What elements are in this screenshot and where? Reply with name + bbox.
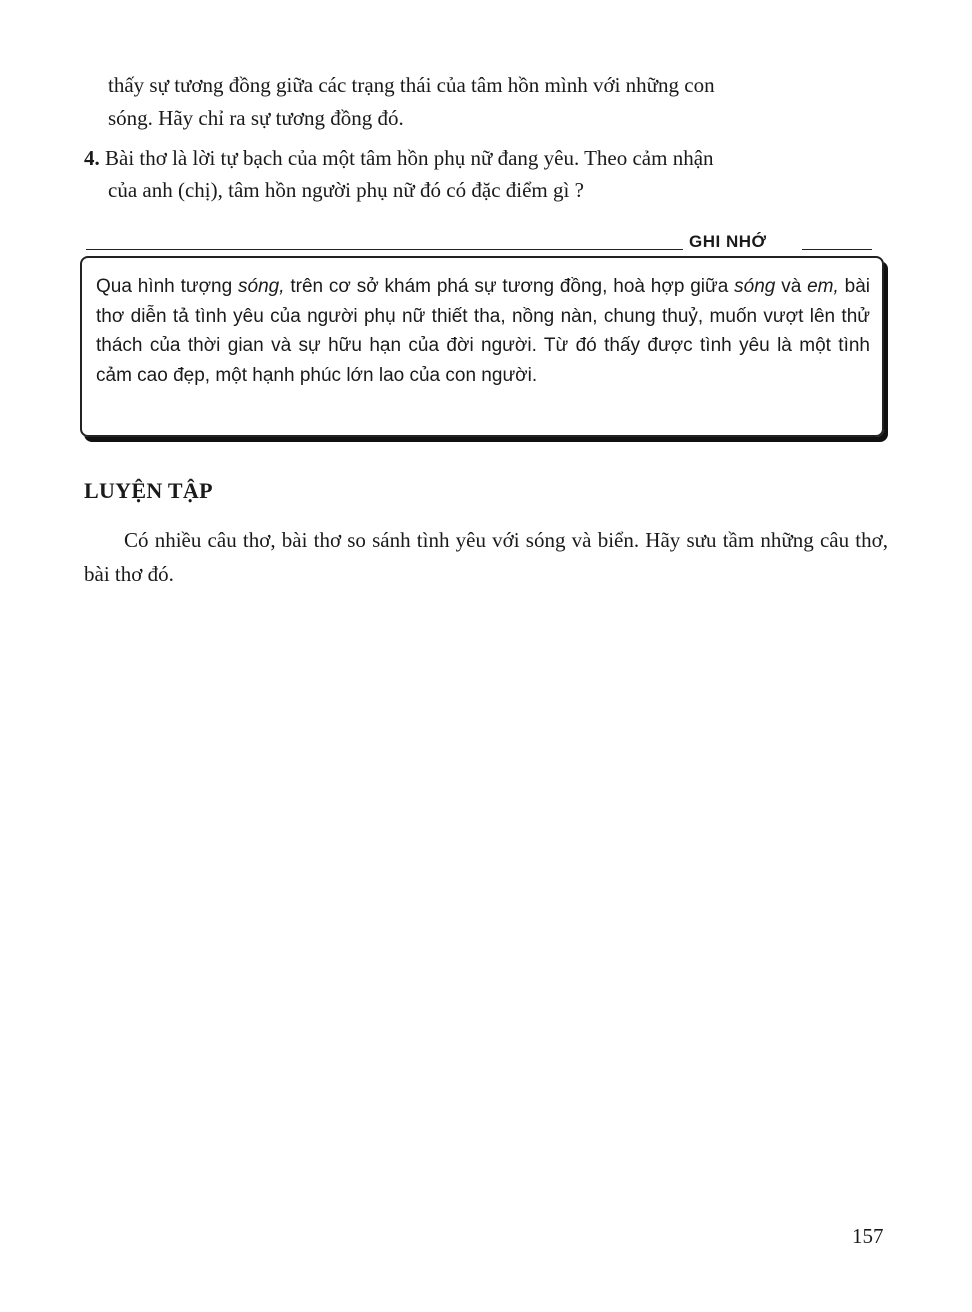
memo-title-rule-right [802, 249, 872, 250]
question-4-number: 4. [84, 146, 100, 170]
page-number: 157 [852, 1224, 884, 1248]
question-4-line-2: của anh (chị), tâm hồn người phụ nữ đó có đặc điểm gì ? [108, 178, 584, 202]
question-4-line-1: Bài thơ là lời tự bạch của một tâm hồn phụ nữ đang yêu. Theo cảm nhận [105, 146, 714, 170]
practice-title: LUYỆN TẬP [84, 478, 213, 503]
practice-paragraph: Có nhiều câu thơ, bài thơ so sánh tình yêu với sóng và biển. Hãy sưu tầm những câu thơ, bài thơ đó. [84, 528, 888, 586]
memo-emphasis-song: sóng, [238, 276, 285, 297]
memo-emphasis-song: sóng [734, 276, 776, 297]
question-3-continuation-line-1: thấy sự tương đồng giữa các trạng thái của tâm hồn mình với những con [108, 73, 715, 97]
memo-title: GHI NHỚ [689, 232, 767, 251]
memo-text-part: trên cơ sở khám phá sự tương đồng, hoà hợp giữa [284, 276, 735, 297]
memo-text [96, 272, 870, 390]
memo-text-part: bài thơ diễn tả tình yêu của người phụ nữ thiết tha, nồng nàn, chung thuỷ, muốn vượt lên thử thách của thời gian và sự hữu hạn của đời người. Từ đó thấy được tình yêu là một tình cảm cao đẹp, một hạnh phúc lớn lao của con người. [96, 276, 870, 386]
practice-body [84, 523, 888, 591]
memo-text-part: Qua hình tượng [96, 276, 239, 297]
question-4 [84, 143, 714, 173]
memo-emphasis-em: em, [807, 276, 839, 297]
memo-text-part: và [775, 276, 808, 297]
memo-title-rule-left [86, 249, 683, 250]
question-3-continuation-line-2: sóng. Hãy chỉ ra sự tương đồng đó. [108, 106, 404, 130]
